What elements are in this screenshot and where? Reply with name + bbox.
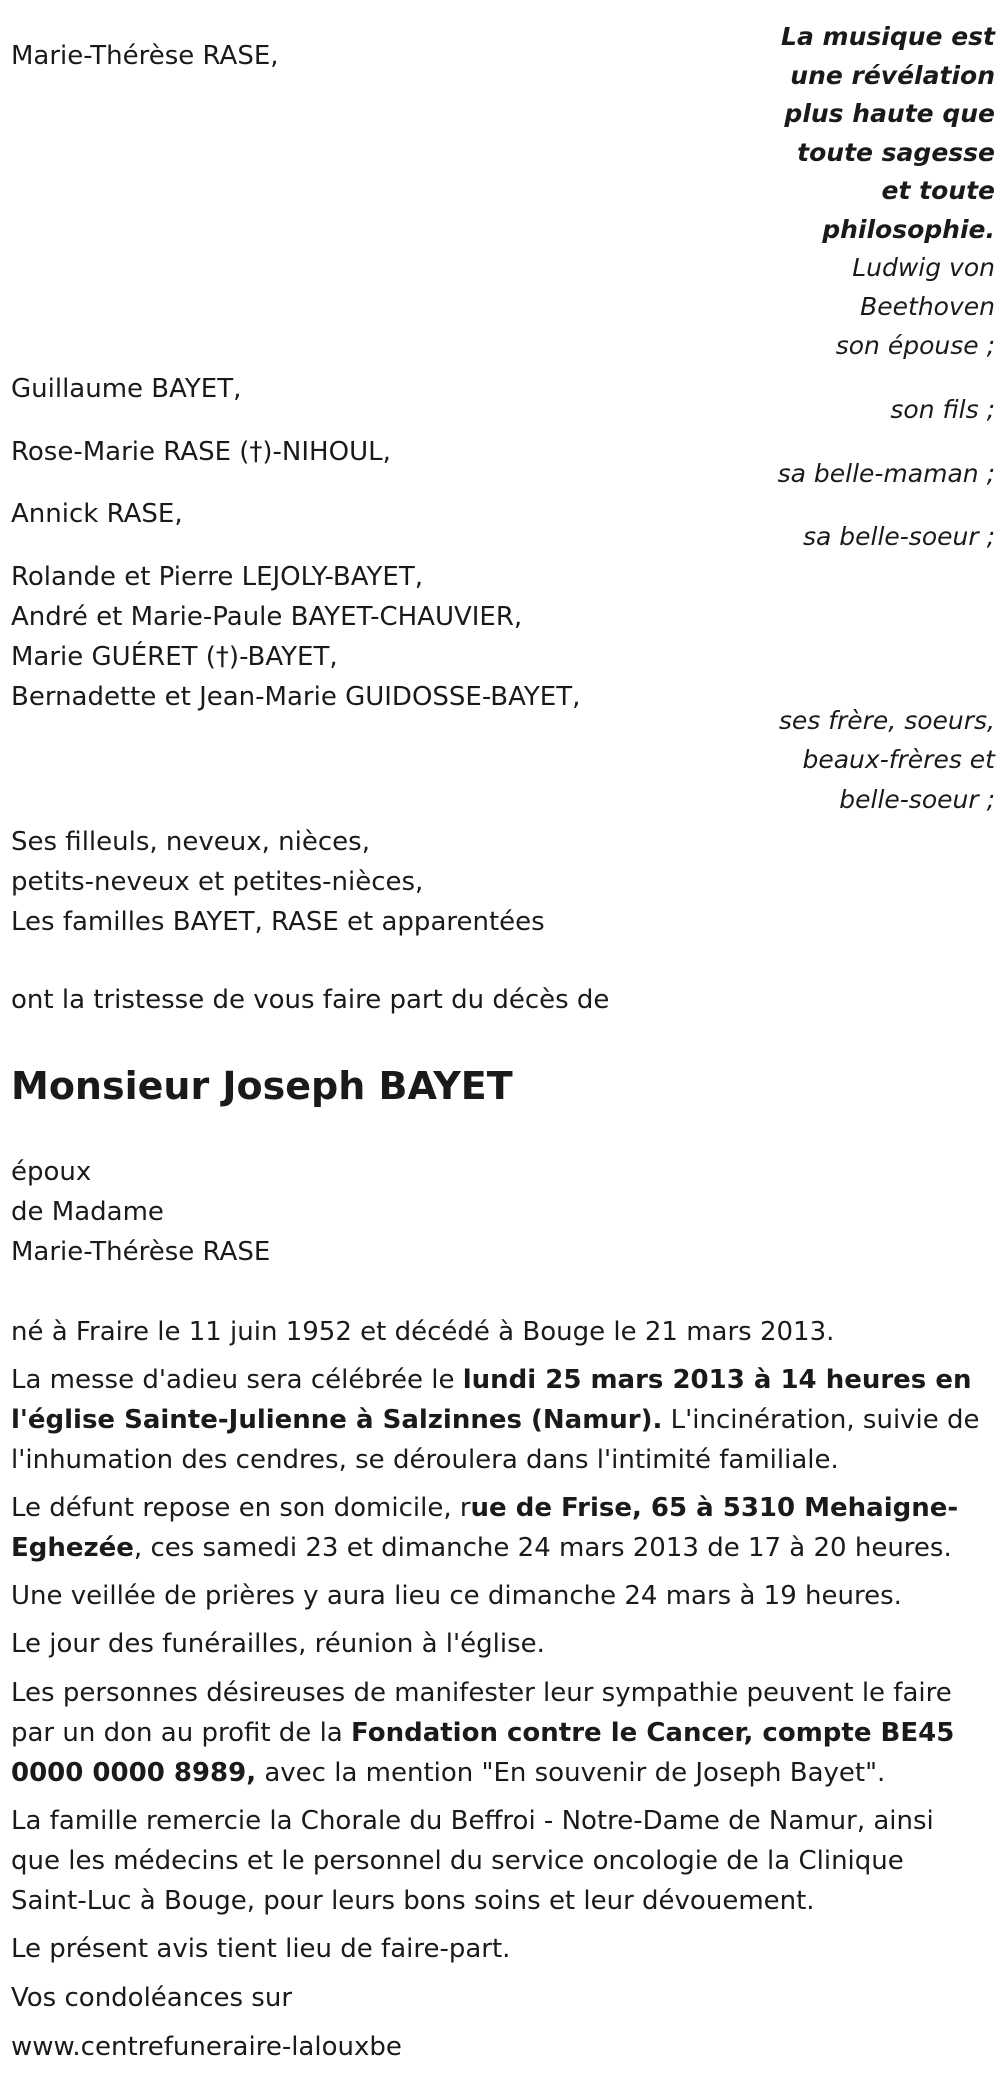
relative-name: Annick RASE, xyxy=(11,499,183,529)
announcement: ont la tristesse de vous faire part du décès de xyxy=(11,985,610,1015)
thanks-info: La famille remercie la Chorale du Beffroi - Notre-Dame de Namur, ainsi que les médecins et le personnel du service oncologie de la Clinique Saint-Luc à Bouge, pour leurs bons soins et leur dévouement. xyxy=(11,1806,934,1916)
relative-relation: son fils ; xyxy=(890,395,995,424)
relative-name: Guillaume BAYET, xyxy=(11,374,242,404)
family-line: Ses filleuls, neveux, nièces, xyxy=(11,827,370,857)
quote-author: Beethoven xyxy=(860,291,995,321)
condolences-info: Vos condoléances sur xyxy=(11,1983,293,2013)
family-line: petits-neveux et petites-nièces, xyxy=(11,867,424,897)
relative-relation: beaux-frères et xyxy=(802,745,995,774)
spouse-line: époux xyxy=(11,1157,92,1187)
relative-relation: son épouse ; xyxy=(835,331,995,360)
relative-relation: sa belle-maman ; xyxy=(777,459,995,488)
relative-name: Rolande et Pierre LEJOLY-BAYET, xyxy=(11,562,423,592)
relative-name: Bernadette et Jean-Marie GUIDOSSE-BAYET, xyxy=(11,682,581,712)
mass-info: La messe d'adieu sera célébrée le lundi 25 mars 2013 à 14 heures en l'église Sainte-Julienne à Salzinnes (Namur). L'incinération, suivie de l'inhumation des cendres, se déroulera dans l'intimité familiale. xyxy=(11,1365,980,1475)
donation-info: Les personnes désireuses de manifester leur sympathie peuvent le faire par un don au profit de la Fondation contre le Cancer, compte BE45 0000 0000 8989, avec la mention "En souvenir de Joseph Bayet". xyxy=(11,1678,955,1788)
funeral-info: Le jour des funérailles, réunion à l'église. xyxy=(11,1629,545,1659)
relative-name: Marie GUÉRET (†)-BAYET, xyxy=(11,642,338,672)
spouse-line: Marie-Thérèse RASE xyxy=(11,1237,271,1267)
spouse-line: de Madame xyxy=(11,1197,164,1227)
quote-line: La musique est xyxy=(781,22,995,51)
quote-line: plus haute que xyxy=(784,99,995,128)
quote-author: Ludwig von xyxy=(852,253,995,282)
quote-line: toute sagesse xyxy=(797,137,995,167)
quote-line: une révélation xyxy=(790,60,995,90)
website-link[interactable]: www.centrefuneraire-lalouxbe xyxy=(11,2032,402,2062)
deceased-name: Monsieur Joseph BAYET xyxy=(11,1064,513,1108)
quote-line: philosophie. xyxy=(822,214,995,244)
relative-relation: belle-soeur ; xyxy=(839,785,995,814)
relative-relation: sa belle-soeur ; xyxy=(802,522,995,551)
family-line: Les familles BAYET, RASE et apparentées xyxy=(11,907,545,937)
birth-death-info: né à Fraire le 11 juin 1952 et décédé à Bouge le 21 mars 2013. xyxy=(11,1317,835,1347)
vigil-info: Une veillée de prières y aura lieu ce dimanche 24 mars à 19 heures. xyxy=(11,1581,902,1611)
relative-relation: ses frère, soeurs, xyxy=(778,706,995,735)
relative-name: Marie-Thérèse RASE, xyxy=(11,41,279,71)
beethoven-quote xyxy=(781,18,995,326)
rest-info: Le défunt repose en son domicile, rue de Frise, 65 à 5310 Mehaigne- Eghezée, ces samedi 23 et dimanche 24 mars 2013 de 17 à 20 heures. xyxy=(11,1493,959,1563)
notice-info: Le présent avis tient lieu de faire-part. xyxy=(11,1934,511,1964)
relative-name: André et Marie-Paule BAYET-CHAUVIER, xyxy=(11,602,523,632)
quote-line: et toute xyxy=(881,176,995,205)
relative-name: Rose-Marie RASE (†)-NIHOUL, xyxy=(11,437,391,467)
